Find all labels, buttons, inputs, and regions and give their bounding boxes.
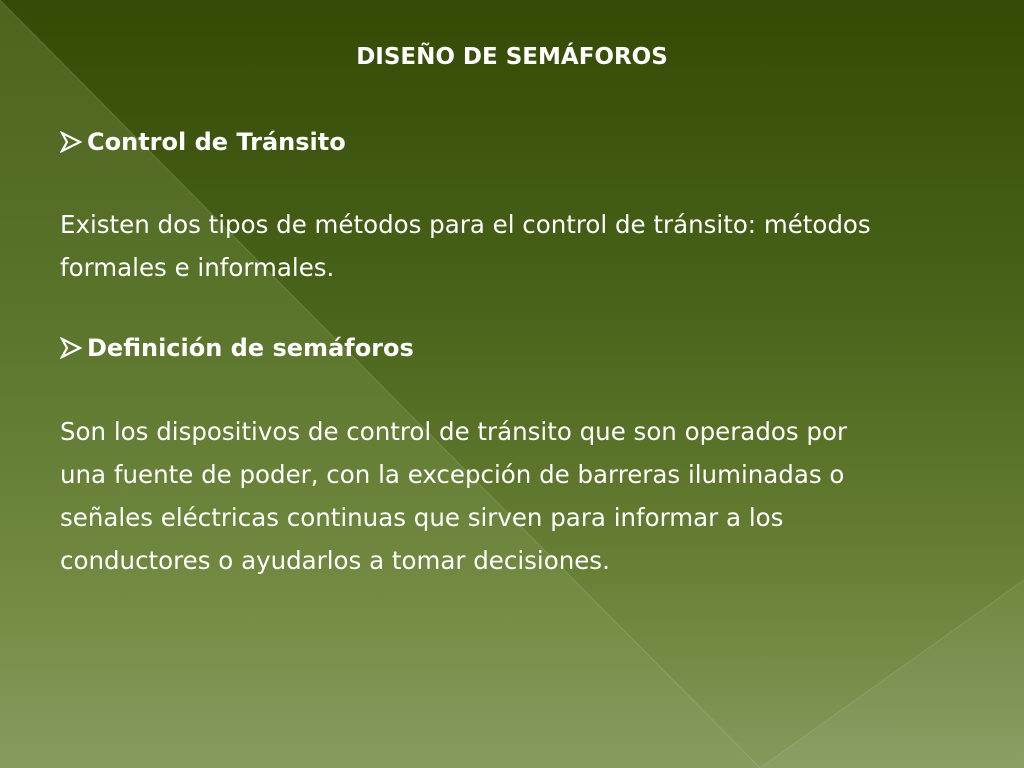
section-paragraph-definicion [60, 410, 980, 582]
slide-title: DISEÑO DE SEMÁFOROS [356, 44, 668, 70]
paragraph-line: Existen dos tipos de métodos para el control de tránsito: métodos [60, 210, 871, 239]
section-heading-definicion [60, 334, 414, 362]
paragraph-line: formales e informales. [60, 253, 335, 282]
arrow-bullet-icon [60, 131, 84, 153]
section-heading-control [60, 128, 346, 156]
arrow-bullet-icon [60, 337, 84, 359]
paragraph-line: una fuente de poder, con la excepción de barreras iluminadas o [60, 460, 845, 489]
section-heading-label: Definición de semáforos [87, 334, 414, 362]
section-heading-label: Control de Tránsito [87, 128, 346, 156]
paragraph-line: Son los dispositivos de control de tránsito que son operados por [60, 417, 848, 446]
paragraph-line: señales eléctricas continuas que sirven para informar a los [60, 503, 784, 532]
section-paragraph-control [60, 203, 980, 289]
paragraph-line: conductores o ayudarlos a tomar decisiones. [60, 546, 610, 575]
